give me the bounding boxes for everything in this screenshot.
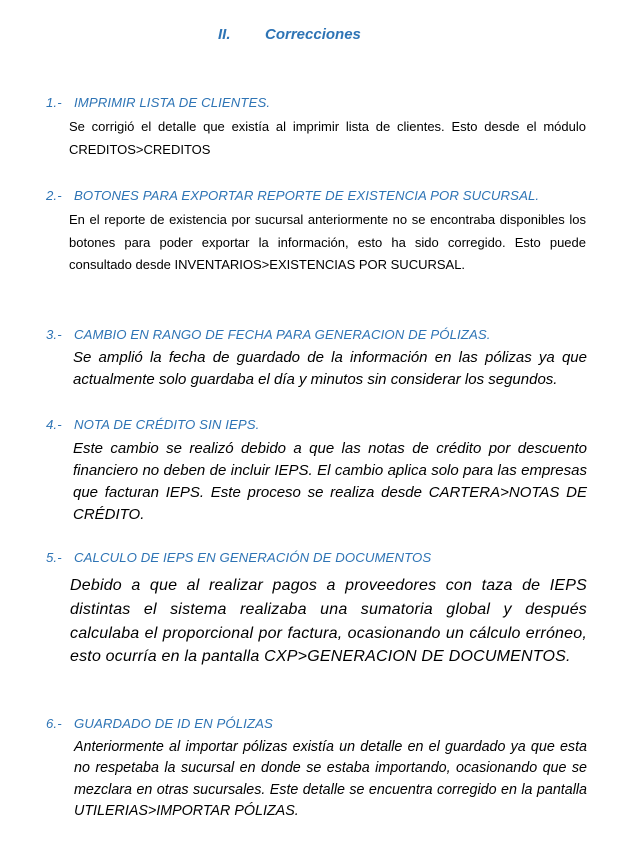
item-number: 4.- <box>46 417 62 432</box>
item-2-body: En el reporte de existencia por sucursal anteriormente no se encontraba disponibles los botones para poder exportar la información, esto ha sido corregido. Esto puede consultado desde INVENTARIOS>EXISTENCIAS POR SUCURSAL. <box>69 212 586 272</box>
item-4-body: Este cambio se realizó debido a que las notas de crédito por descuento financiero no deben de incluir IEPS. El cambio aplica solo para las empresas que facturan IEPS. Este proceso se realiza desde CARTERA>NOTAS DE CRÉDITO. <box>73 440 587 523</box>
item-number: 5.- <box>46 550 62 565</box>
item-number: 1.- <box>46 95 62 110</box>
item-title-text: IMPRIMIR LISTA DE CLIENTES. <box>74 95 271 110</box>
item-6-body: Anteriormente al importar pólizas existía un detalle en el guardado ya que esta no respetaba la sucursal en donde se estaba importando, ocasionando que se mezclara en otras sucursales. Este detalle se encuentra corregido en la pantalla UTILERIAS>IMPORTAR PÓLIZAS. <box>74 739 587 819</box>
item-title-text: GUARDADO DE ID EN PÓLIZAS <box>74 716 273 731</box>
item-number: 2.- <box>46 188 62 203</box>
item-5-title <box>46 550 431 565</box>
item-title-text: NOTA DE CRÉDITO SIN IEPS. <box>74 417 260 432</box>
item-3-body: Se amplió la fecha de guardado de la información en las pólizas ya que actualmente solo guardaba el día y minutos sin considerar los segundos. <box>73 349 587 388</box>
item-title-text: BOTONES PARA EXPORTAR REPORTE DE EXISTENCIA POR SUCURSAL. <box>74 188 540 203</box>
item-title-text: CAMBIO EN RANGO DE FECHA PARA GENERACION DE PÓLIZAS. <box>74 327 491 342</box>
item-number: 6.- <box>46 716 62 731</box>
item-6-title <box>46 716 273 731</box>
item-3-title <box>46 327 491 342</box>
item-1-body: Se corrigió el detalle que existía al imprimir lista de clientes. Esto desde el módulo CREDITOS>CREDITOS <box>69 119 586 157</box>
item-4-title <box>46 417 259 432</box>
item-title-text: CALCULO DE IEPS EN GENERACIÓN DE DOCUMENTOS <box>74 550 432 565</box>
heading-title: Correcciones <box>265 26 361 43</box>
item-number: 3.- <box>46 327 62 342</box>
item-1-title <box>46 95 270 110</box>
item-5-body: Debido a que al realizar pagos a proveedores con taza de IEPS distintas el sistema realizaba una sumatoria global y después calculaba el proporcional por factura, ocasionando un cálculo erróneo, esto ocurría en la pantalla CXP>GENERACION DE DOCUMENTOS. <box>70 577 587 666</box>
heading-number: II. <box>218 26 231 43</box>
item-2-title <box>46 188 539 203</box>
